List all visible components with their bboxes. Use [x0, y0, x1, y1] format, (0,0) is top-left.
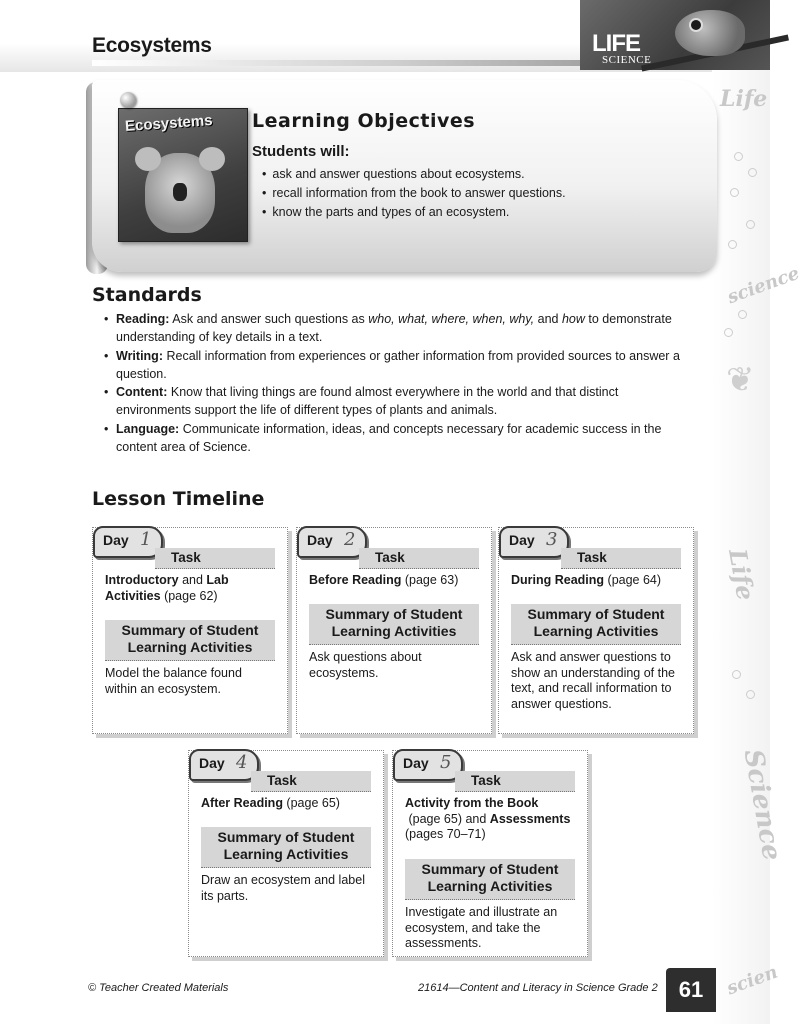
- day-card-1: [92, 527, 288, 734]
- standard-text: and: [537, 312, 559, 326]
- day-tab: [189, 749, 259, 781]
- molecule-icon: [730, 188, 739, 197]
- objective-item: • recall information from the book to answer questions.: [262, 184, 566, 203]
- day-label: Day: [307, 532, 333, 548]
- molecule-icon: [728, 240, 737, 249]
- deco-word-science: Science: [737, 747, 787, 863]
- question-word: when,: [472, 312, 506, 326]
- pushpin-icon: [120, 92, 136, 108]
- task-bar: [251, 771, 371, 792]
- objectives-list: [262, 165, 566, 222]
- standards-list: [104, 310, 694, 456]
- task-name: Lab Activities: [105, 573, 229, 603]
- summary-label: Summary of Student: [527, 606, 665, 622]
- day-label: Day: [509, 532, 535, 548]
- standard-item-language: [104, 420, 694, 457]
- molecule-icon: [734, 152, 743, 161]
- molecule-icon: [748, 168, 757, 177]
- task-label: Task: [375, 550, 405, 565]
- summary-label: Summary of Student: [217, 829, 355, 845]
- task-bar: [359, 548, 479, 569]
- page-title: Ecosystems: [92, 34, 212, 57]
- deco-word-science: science: [724, 262, 802, 309]
- activity-description: Draw an ecosystem and label its parts.: [201, 873, 365, 903]
- task-description: [309, 573, 481, 589]
- objective-item: • know the parts and types of an ecosystem.: [262, 203, 566, 222]
- summary-box: [105, 620, 275, 661]
- task-name: After Reading: [201, 796, 283, 810]
- summary-label: Summary of Student: [121, 622, 259, 638]
- task-description: [201, 796, 373, 812]
- koala-nose: [173, 183, 187, 201]
- summary-box: [511, 604, 681, 645]
- task-description: [105, 573, 277, 604]
- task-page-ref: (page 65): [282, 796, 340, 810]
- objective-item: • ask and answer questions about ecosystems.: [262, 165, 566, 184]
- question-word: how: [561, 312, 585, 326]
- task-label: Task: [471, 773, 501, 788]
- day-card-3: [498, 527, 694, 734]
- task-label: Task: [171, 550, 201, 565]
- molecule-icon: [738, 310, 747, 319]
- molecule-icon: [724, 328, 733, 337]
- summary-label: Summary of Student: [421, 861, 559, 877]
- task-page-ref: (pages 70–71): [405, 827, 486, 841]
- molecule-icon: [746, 690, 755, 699]
- butterfly-icon: ❦: [726, 360, 755, 400]
- day-label: Day: [403, 755, 429, 771]
- book-cover-title: Ecosystems: [124, 111, 214, 136]
- day-number: 1: [140, 529, 152, 550]
- task-label: Task: [267, 773, 297, 788]
- standard-text: Know that living things are found almost everywhere in the world and that distinct environments support the life of different types of plants and animals.: [116, 385, 619, 418]
- day-number: 2: [344, 529, 356, 550]
- book-cover: [118, 108, 248, 242]
- standard-text: Communicate information, ideas, and concepts necessary for academic success in the content area of Science.: [116, 421, 662, 455]
- task-name: During Reading: [511, 573, 605, 587]
- day-label: Day: [199, 755, 225, 771]
- summary-label: Learning Activities: [331, 623, 457, 639]
- standard-label: Writing:: [116, 348, 163, 363]
- summary-label: Learning Activities: [427, 878, 553, 894]
- task-text: and: [178, 573, 207, 587]
- students-will-label: Students will:: [252, 143, 350, 160]
- task-page-ref: (page 64): [604, 573, 662, 587]
- task-description: [405, 796, 577, 843]
- question-word: why,: [509, 312, 535, 326]
- summary-box: [405, 859, 575, 900]
- deco-word-science: scien: [723, 961, 781, 1000]
- standard-text: Recall information from experiences or gather information from provided sources to answer a question.: [116, 348, 680, 381]
- molecule-icon: [732, 670, 741, 679]
- day-card-2: [296, 527, 492, 734]
- lesson-timeline-heading: Lesson Timeline: [92, 488, 265, 510]
- deco-word-life: Life: [720, 86, 768, 112]
- task-name: Assessments: [489, 811, 571, 826]
- summary-box: [201, 827, 371, 868]
- brand-life-logo: LIFE: [592, 30, 640, 57]
- task-label: Task: [577, 550, 607, 565]
- question-word: what,: [398, 312, 429, 326]
- activity-description: Ask and answer questions to show an understanding of the text, and recall information to answer questions.: [511, 650, 676, 711]
- summary-label: Summary of Student: [325, 606, 463, 622]
- task-bar: [455, 771, 575, 792]
- day-tab: [393, 749, 463, 781]
- activity-description: Model the balance found within an ecosystem.: [105, 666, 242, 696]
- day-number: 4: [236, 752, 248, 773]
- day-tab: [297, 526, 367, 558]
- standards-heading: Standards: [92, 284, 202, 306]
- standard-label: Language:: [116, 421, 180, 436]
- summary-label: Learning Activities: [533, 623, 659, 639]
- task-bar: [561, 548, 681, 569]
- task-name: Before Reading: [309, 573, 402, 587]
- activity-description: Investigate and illustrate an ecosystem, and take the assessments.: [405, 905, 558, 950]
- task-page-ref: (page 62): [160, 588, 218, 603]
- task-text: (page 65) and: [405, 811, 490, 826]
- day-tab: [93, 526, 163, 558]
- day-number: 3: [546, 529, 558, 550]
- task-description: [511, 573, 683, 589]
- question-word: who,: [368, 312, 395, 326]
- day-number: 5: [440, 752, 452, 773]
- learning-objectives-heading: Learning Objectives: [252, 110, 476, 132]
- standard-item-writing: [104, 347, 694, 384]
- activity-description: Ask questions about ecosystems.: [309, 650, 422, 680]
- brand-science-logo: SCIENCE: [602, 54, 652, 66]
- day-label: Day: [103, 532, 129, 548]
- task-name: Introductory: [105, 573, 179, 587]
- standard-item-content: [104, 383, 694, 420]
- deco-word-life: Life: [723, 546, 761, 603]
- copyright-text: © Teacher Created Materials: [88, 982, 229, 994]
- day-card-5: [392, 750, 588, 957]
- question-word: where,: [431, 312, 470, 326]
- standard-text: to demonstrate understanding of key details in a text.: [116, 312, 672, 345]
- day-card-4: [188, 750, 384, 957]
- summary-label: Learning Activities: [223, 846, 349, 862]
- frog-icon: [675, 10, 745, 56]
- task-bar: [155, 548, 275, 569]
- summary-box: [309, 604, 479, 645]
- page-number: 61: [666, 968, 716, 1012]
- summary-label: Learning Activities: [127, 639, 253, 655]
- book-reference: 21614—Content and Literacy in Science Grade 2: [418, 982, 658, 994]
- standard-label: Reading:: [116, 312, 170, 326]
- standard-item-reading: [104, 310, 694, 347]
- standard-text: Ask and answer such questions as: [172, 312, 365, 326]
- molecule-icon: [746, 220, 755, 229]
- decorative-sidebar: [712, 70, 802, 1024]
- task-name: Activity from the Book: [405, 796, 539, 810]
- standard-label: Content:: [116, 385, 168, 400]
- day-tab: [499, 526, 569, 558]
- task-page-ref: (page 63): [401, 573, 459, 587]
